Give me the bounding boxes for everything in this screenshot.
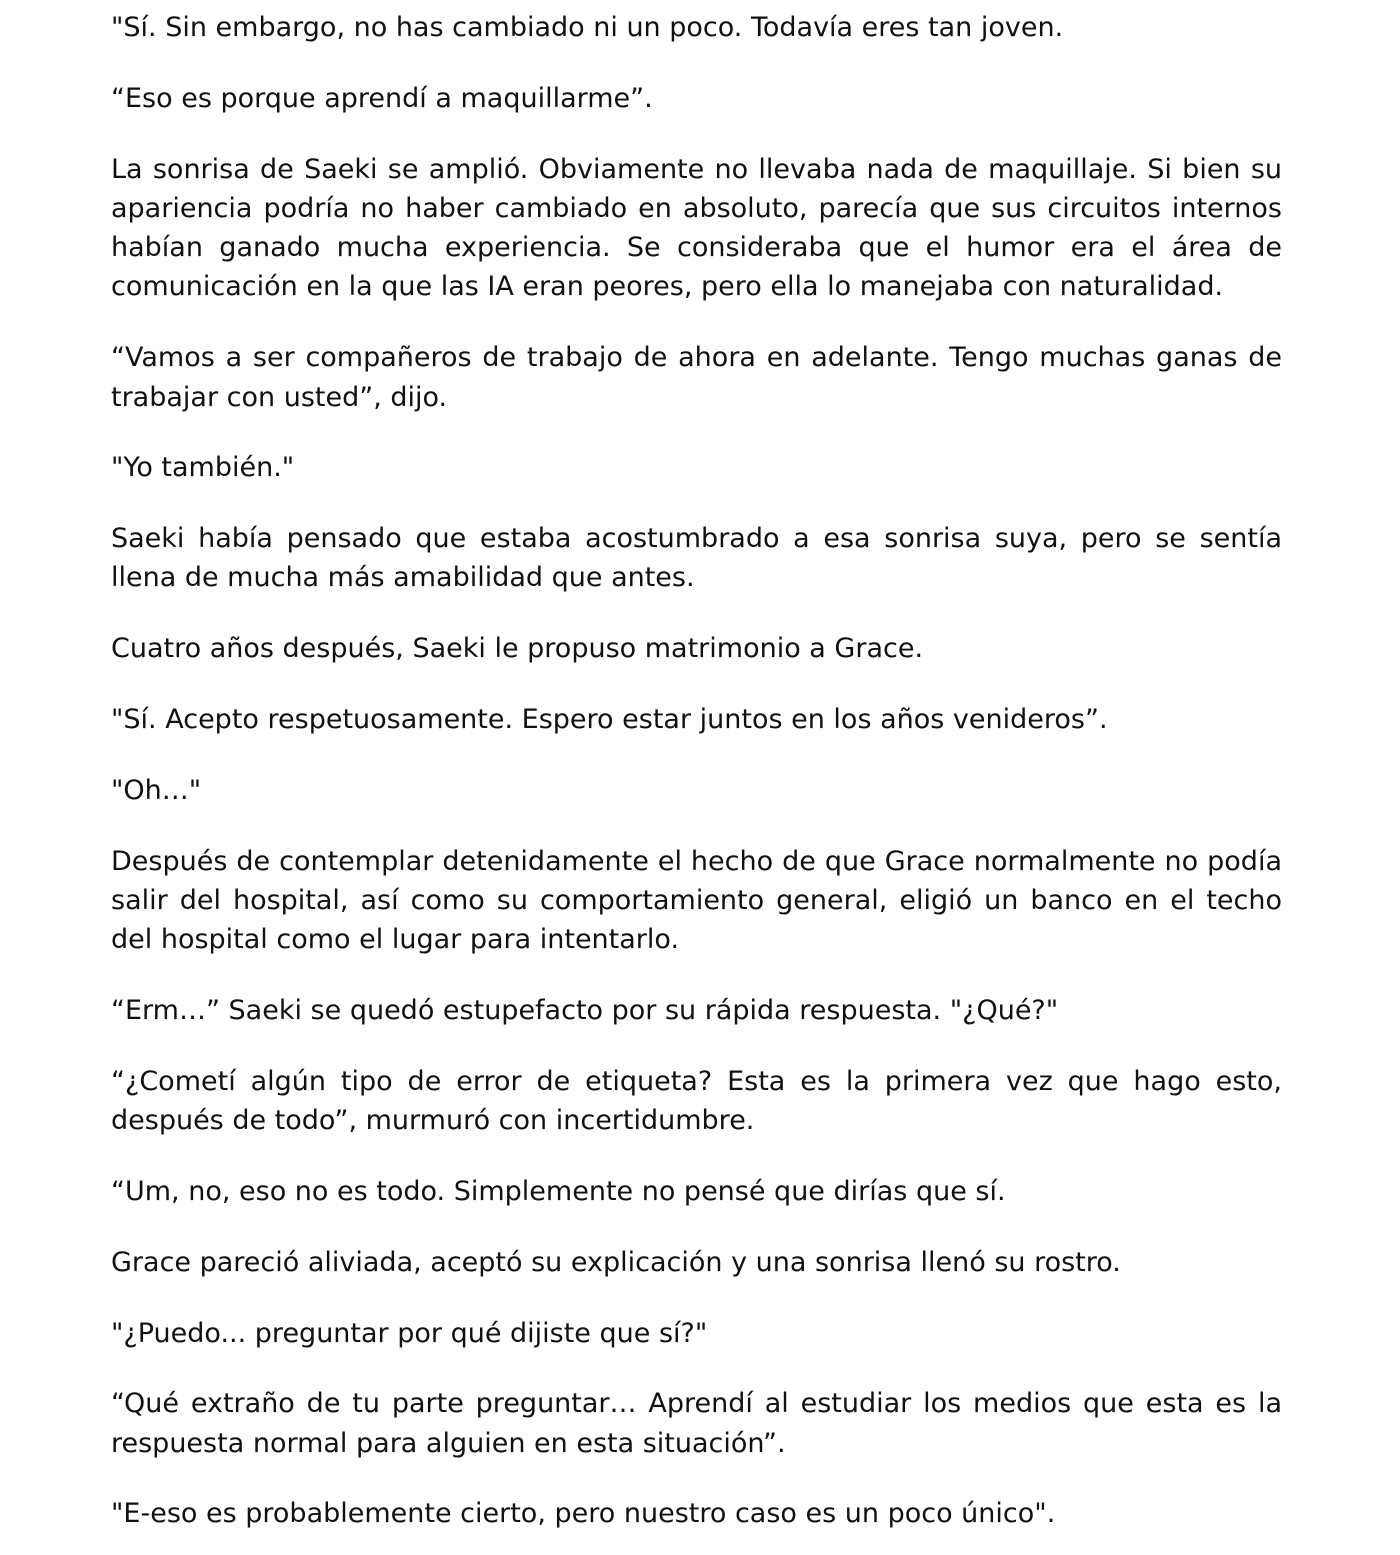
paragraph-3: La sonrisa de Saeki se amplió. Obviamente no llevaba nada de maquillaje. Si bien su apariencia podría no haber cambiado en absoluto, parecía que sus circuitos internos habían ganado mucha experiencia. Se consideraba que el humor era el área de comunicación en la que las IA eran peores, pero ella lo manejaba con naturalidad. [111, 153, 1282, 303]
paragraph-16: “Qué extraño de tu parte preguntar… Aprendí al estudiar los medios que esta es la respuesta normal para alguien en esta situación”. [111, 1388, 1282, 1459]
paragraph-5: "Yo también." [111, 452, 295, 484]
paragraph-17: "E-eso es probablemente cierto, pero nuestro caso es un poco único". [111, 1498, 1056, 1530]
paragraph-14: Grace pareció aliviada, aceptó su explicación y una sonrisa llenó su rostro. [111, 1246, 1121, 1278]
paragraph-8: "Sí. Acepto respetuosamente. Espero estar juntos en los años venideros”. [111, 704, 1108, 736]
paragraph-13: “Um, no, eso no es todo. Simplemente no pensé que dirías que sí. [111, 1175, 1006, 1207]
paragraph-1: "Sí. Sin embargo, no has cambiado ni un poco. Todavía eres tan joven. [111, 12, 1064, 43]
paragraph-9: "Oh…" [111, 774, 202, 806]
paragraph-6: Saeki había pensado que estaba acostumbrado a esa sonrisa suya, pero se sentía llena de mucha más amabilidad que antes. [111, 523, 1282, 594]
paragraph-15: "¿Puedo... preguntar por qué dijiste que sí?" [111, 1317, 708, 1349]
document-body [111, 8, 1282, 1534]
paragraph-2: “Eso es porque aprendí a maquillarme”. [111, 82, 653, 114]
paragraph-4: “Vamos a ser compañeros de trabajo de ahora en adelante. Tengo muchas ganas de trabajar con usted”, dijo. [111, 342, 1282, 413]
paragraph-12: “¿Cometí algún tipo de error de etiqueta? Esta es la primera vez que hago esto, después de todo”, murmuró con incertidumbre. [111, 1065, 1282, 1137]
paragraph-7: Cuatro años después, Saeki le propuso matrimonio a Grace. [111, 633, 924, 665]
paragraph-11: “Erm…” Saeki se quedó estupefacto por su rápida respuesta. "¿Qué?" [111, 995, 1059, 1027]
paragraph-10: Después de contemplar detenidamente el hecho de que Grace normalmente no podía salir del hospital, así como su comportamiento general, eligió un banco en el techo del hospital como el lugar para intentarlo. [111, 845, 1282, 956]
